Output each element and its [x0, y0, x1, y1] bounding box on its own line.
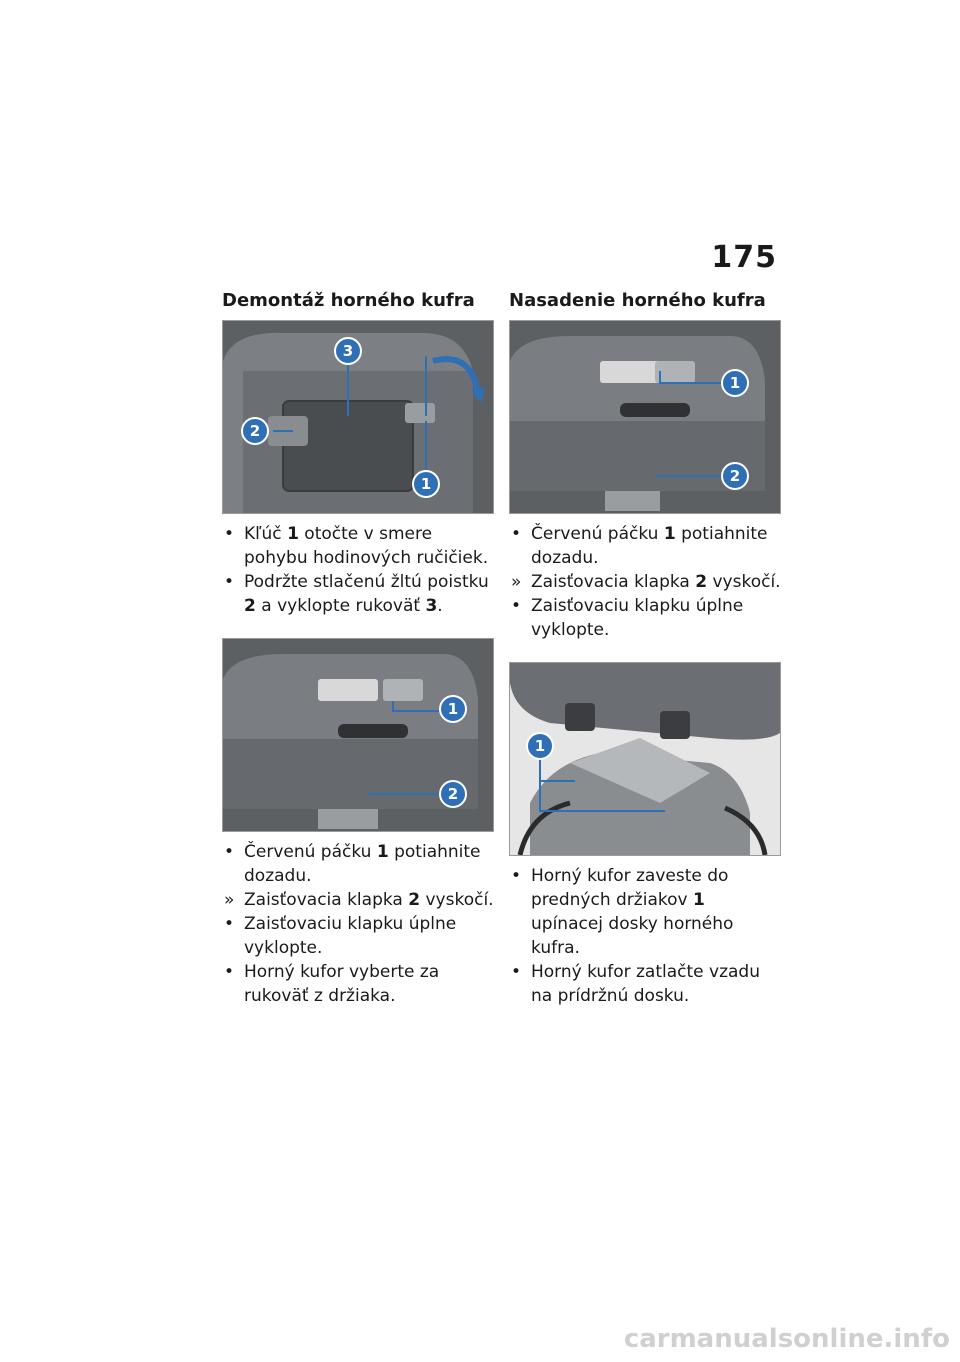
page-number: 175	[711, 240, 777, 275]
list-item: • Zaisťovaciu klapku úplne vyklopte.	[511, 596, 744, 640]
svg-text:2: 2	[729, 467, 741, 485]
steps-list	[222, 840, 494, 1008]
figure-unlock-handle	[222, 320, 494, 514]
callout-3	[335, 338, 361, 364]
section-heading: Demontáž horného kufra	[222, 290, 475, 311]
carrier-illustration	[510, 663, 780, 855]
svg-text:2: 2	[249, 422, 261, 440]
list-item: » Zaisťovacia klapka 2 vyskočí.	[224, 890, 494, 910]
section-removal	[222, 290, 494, 1028]
svg-text:1: 1	[447, 700, 459, 718]
callout-1	[413, 471, 439, 497]
list-item: • Podržte stlačenú žltú poistku 2 a vyklopte rukoväť 3.	[224, 572, 489, 616]
figure-lever-flap	[222, 638, 494, 832]
callout-2	[440, 781, 466, 807]
figure-lever-flap-install	[509, 320, 781, 514]
list-item: • Červenú páčku 1 potiahnite dozadu.	[224, 842, 481, 886]
callout-1	[527, 733, 553, 759]
steps-list	[509, 864, 781, 1008]
section-installation	[509, 290, 781, 1028]
figure-mount-case	[509, 662, 781, 856]
list-item: • Zaisťovaciu klapku úplne vyklopte.	[224, 914, 457, 958]
list-item: • Horný kufor vyberte za rukoväť z držiaka.	[224, 962, 440, 1006]
callout-2	[242, 418, 268, 444]
list-item: • Horný kufor zatlačte vzadu na prídržnú dosku.	[511, 962, 760, 1006]
case-illustration	[223, 639, 493, 831]
svg-text:3: 3	[342, 342, 354, 360]
watermark: carmanualsonline.info	[623, 1324, 950, 1354]
callout-1	[722, 370, 748, 396]
svg-text:1: 1	[534, 737, 546, 755]
list-item: • Horný kufor zaveste do predných držiakov 1 upínacej dosky horného kufra.	[511, 866, 734, 958]
steps-list	[222, 522, 494, 618]
list-item: • Červenú páčku 1 potiahnite dozadu.	[511, 524, 768, 568]
svg-text:1: 1	[420, 475, 432, 493]
case-illustration	[223, 321, 493, 513]
list-item: » Zaisťovacia klapka 2 vyskočí.	[511, 572, 781, 592]
callout-2	[722, 463, 748, 489]
case-illustration	[510, 321, 780, 513]
list-item: • Kľúč 1 otočte v smere pohybu hodinových ručičiek.	[224, 524, 489, 568]
section-heading: Nasadenie horného kufra	[509, 290, 766, 311]
steps-list	[509, 522, 781, 642]
svg-text:1: 1	[729, 374, 741, 392]
svg-text:2: 2	[447, 785, 459, 803]
callout-1	[440, 696, 466, 722]
